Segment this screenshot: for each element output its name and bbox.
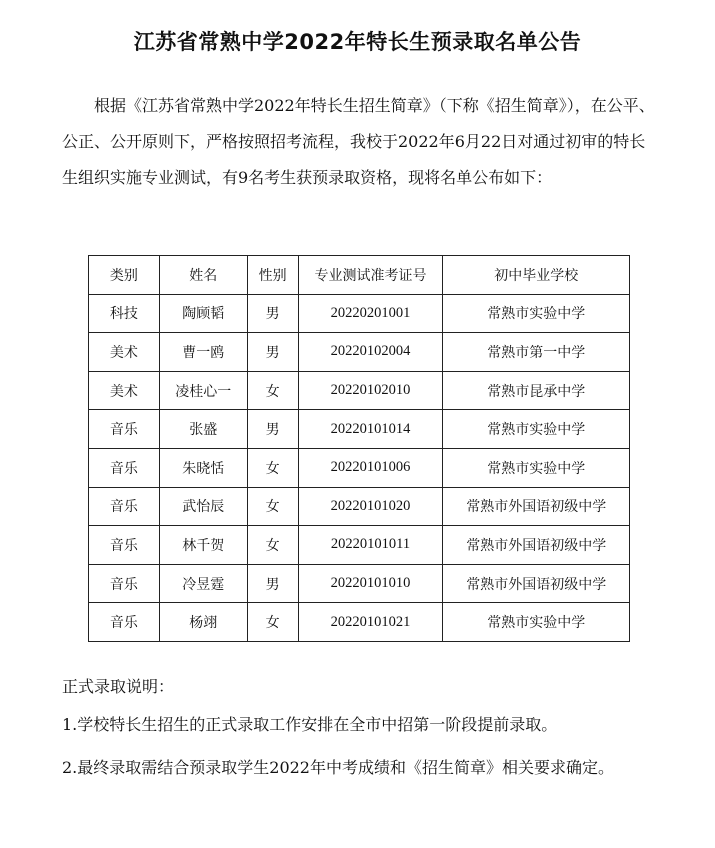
header-exam-id: 专业测试准考证号 [298, 256, 443, 295]
cell-exam-id: 20220101021 [298, 603, 443, 642]
note-item-1: 1.学校特长生招生的正式录取工作安排在全市中招第一阶段提前录取。 [62, 715, 558, 734]
cell-school: 常熟市实验中学 [443, 603, 630, 642]
intro-paragraph: 根据《江苏省常熟中学2022年特长生招生简章》（下称《招生简章》），在公平、公正、公开原则下，严格按照招考流程，我校于2022年6月22日对通过初审的特长生组织实施专业测试，有9名考生获预录取资格，现将名单公布如下： [62, 96, 655, 187]
cell-school: 常熟市外国语初级中学 [443, 487, 630, 526]
admission-table [88, 255, 630, 642]
cell-category: 音乐 [89, 564, 160, 603]
cell-exam-id: 20220102010 [298, 371, 443, 410]
cell-school: 常熟市昆承中学 [443, 371, 630, 410]
cell-gender: 女 [247, 371, 298, 410]
cell-school: 常熟市外国语初级中学 [443, 526, 630, 565]
cell-category: 美术 [89, 371, 160, 410]
cell-exam-id: 20220101010 [298, 564, 443, 603]
header-name: 姓名 [159, 256, 247, 295]
cell-gender: 女 [247, 603, 298, 642]
table-header-row [89, 256, 630, 295]
cell-exam-id: 20220101006 [298, 448, 443, 487]
cell-name: 凌桂心一 [159, 371, 247, 410]
cell-name: 曹一鸥 [159, 333, 247, 372]
table-row [89, 410, 630, 449]
cell-school: 常熟市实验中学 [443, 294, 630, 333]
header-school: 初中毕业学校 [443, 256, 630, 295]
cell-exam-id: 20220101011 [298, 526, 443, 565]
cell-gender: 男 [247, 410, 298, 449]
cell-gender: 女 [247, 487, 298, 526]
cell-name: 林千贺 [159, 526, 247, 565]
header-category: 类别 [89, 256, 160, 295]
cell-school: 常熟市第一中学 [443, 333, 630, 372]
cell-school: 常熟市实验中学 [443, 410, 630, 449]
table-row [89, 371, 630, 410]
cell-name: 冷昱霆 [159, 564, 247, 603]
cell-gender: 女 [247, 448, 298, 487]
cell-category: 科技 [89, 294, 160, 333]
cell-name: 张盛 [159, 410, 247, 449]
header-gender: 性别 [247, 256, 298, 295]
cell-exam-id: 20220101014 [298, 410, 443, 449]
cell-gender: 男 [247, 564, 298, 603]
table-row [89, 294, 630, 333]
note-item-2: 2.最终录取需结合预录取学生2022年中考成绩和《招生简章》相关要求确定。 [62, 758, 614, 777]
cell-gender: 女 [247, 526, 298, 565]
page-title: 江苏省常熟中学2022年特长生预录取名单公告 [133, 30, 582, 54]
cell-exam-id: 20220102004 [298, 333, 443, 372]
cell-category: 音乐 [89, 448, 160, 487]
cell-school: 常熟市实验中学 [443, 448, 630, 487]
cell-gender: 男 [247, 333, 298, 372]
cell-exam-id: 20220201001 [298, 294, 443, 333]
notes-heading: 正式录取说明： [62, 677, 175, 696]
cell-school: 常熟市外国语初级中学 [443, 564, 630, 603]
cell-category: 美术 [89, 333, 160, 372]
cell-exam-id: 20220101020 [298, 487, 443, 526]
cell-name: 陶顾韬 [159, 294, 247, 333]
cell-name: 武怡辰 [159, 487, 247, 526]
cell-name: 杨翊 [159, 603, 247, 642]
cell-category: 音乐 [89, 410, 160, 449]
cell-category: 音乐 [89, 526, 160, 565]
table-row [89, 333, 630, 372]
table-row [89, 603, 630, 642]
cell-category: 音乐 [89, 603, 160, 642]
cell-gender: 男 [247, 294, 298, 333]
cell-category: 音乐 [89, 487, 160, 526]
cell-name: 朱晓恬 [159, 448, 247, 487]
table-row [89, 564, 630, 603]
table-row [89, 487, 630, 526]
table-row [89, 448, 630, 487]
table-row [89, 526, 630, 565]
